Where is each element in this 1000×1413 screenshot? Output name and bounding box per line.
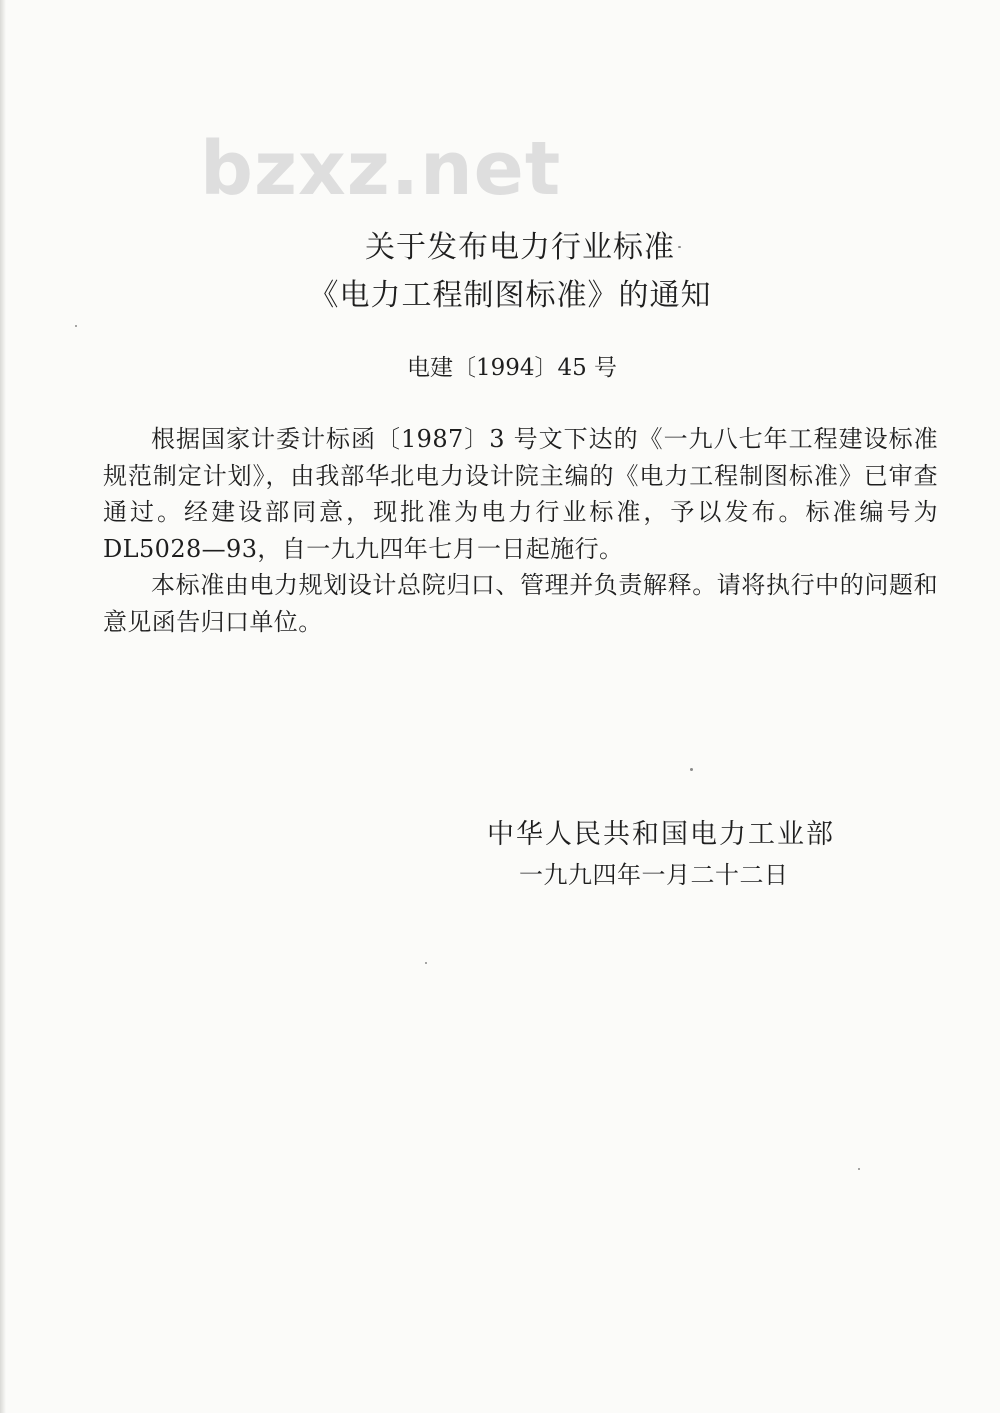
page-edge-shadow bbox=[0, 0, 6, 1413]
issuing-organization: 中华人民共和国电力工业部 bbox=[487, 819, 835, 850]
body-paragraph-1: 根据国家计委计标函〔1987〕3 号文下达的《一九八七年工程建设标准规范制定计划》，由我部华北电力设计院主编的《电力工程制图标准》已审查通过。经建设部同意，现批准为电力行业标准，予以发布。标准编号为 DL5028—93，自一九九四年七月一日起施行。 bbox=[103, 425, 938, 563]
scan-speck bbox=[858, 1168, 860, 1170]
document-number: 电建〔1994〕45 号 bbox=[406, 355, 618, 381]
watermark: bzxz.net bbox=[200, 126, 562, 212]
scan-speck bbox=[690, 768, 693, 771]
scan-speck bbox=[425, 962, 427, 964]
scan-speck bbox=[75, 325, 77, 327]
issue-date: 一九九四年一月二十二日 bbox=[519, 861, 789, 889]
notice-body bbox=[103, 421, 938, 640]
notice-title-line-2: 《电力工程制图标准》的通知 bbox=[308, 278, 712, 313]
notice-title-line-1: 关于发布电力行业标准 bbox=[365, 230, 675, 265]
body-paragraph-2: 本标准由电力规划设计总院归口、管理并负责解释。请将执行中的问题和意见函告归口单位。 bbox=[103, 571, 938, 636]
scan-speck bbox=[678, 246, 681, 248]
